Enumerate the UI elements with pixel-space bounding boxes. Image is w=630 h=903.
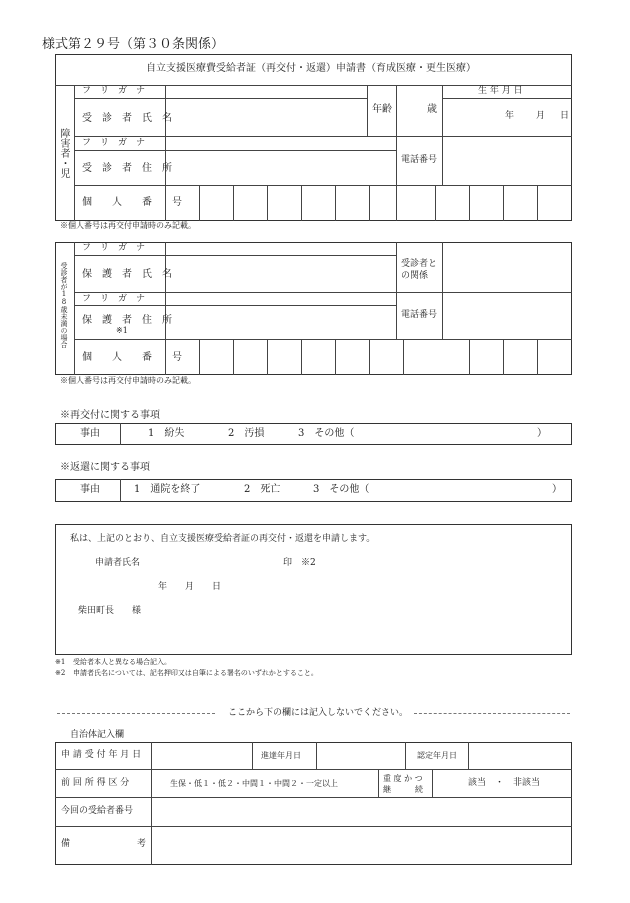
- guardian-phone-label: 電話番号: [401, 310, 438, 320]
- patient-address-label: 受 診 者 住 所: [82, 163, 172, 174]
- cut-line-text: ここから下の欄には記入しないでください。: [228, 708, 409, 718]
- return-reason-label: 事由: [80, 484, 100, 495]
- remarks-label-left: 備: [61, 839, 71, 849]
- addressee: 柴田町長 様: [78, 606, 142, 616]
- birthdate-header: 生 年 月 日: [478, 86, 523, 96]
- declaration-month: 月: [185, 582, 195, 592]
- reissue-other-close: ）: [537, 428, 547, 439]
- sent-date-label: 進達年月日: [261, 751, 301, 760]
- severe-label-2: 継 続: [383, 785, 423, 794]
- severe-options[interactable]: 該当 ・ 非該当: [468, 778, 541, 788]
- age-unit: 歳: [427, 104, 437, 115]
- guardian-address-mark: ※1: [116, 326, 128, 335]
- approved-date-label: 認定年月日: [417, 751, 457, 760]
- patient-mynumber-label: 個 人 番 号: [82, 197, 182, 208]
- footnote-2-mark: ※2: [55, 669, 66, 677]
- income-class-options[interactable]: 生保・低１・低２・中間１・中間２・一定以上: [170, 779, 338, 788]
- return-option-ended[interactable]: 1 通院を終了: [134, 484, 201, 495]
- return-heading: ※返還に関する事項: [60, 462, 150, 473]
- reissue-option-other[interactable]: 3 その他（: [298, 428, 355, 439]
- declaration-day: 日: [212, 582, 222, 592]
- birth-month: 月: [536, 111, 546, 121]
- guardian-side-label: 受診者が18歳未満の場合: [60, 262, 68, 348]
- guardian-address-label: 保 護 者 住 所: [82, 315, 172, 326]
- age-label: 年齢: [372, 104, 392, 115]
- patient-furigana-label: フ リ ガ ナ: [82, 86, 146, 96]
- return-other-close: ）: [552, 484, 562, 495]
- reissue-option-lost[interactable]: 1 紛失: [148, 428, 185, 439]
- patient-address-furigana-label: フ リ ガ ナ: [82, 138, 146, 148]
- guardian-address-furigana-label: フ リ ガ ナ: [82, 294, 146, 304]
- applicant-name-label: 申請者氏名: [95, 558, 141, 568]
- income-class-label: 前 回 所 得 区 分: [61, 778, 130, 788]
- form-number: 様式第２９号（第３０条関係）: [42, 37, 225, 52]
- declaration-text: 私は、上記のとおり、自立支援医療受給者証の再交付・返還を申請します。: [70, 534, 376, 544]
- return-option-death[interactable]: 2 死亡: [244, 484, 281, 495]
- guardian-furigana-label: フ リ ガ ナ: [82, 243, 146, 253]
- reissue-reason-label: 事由: [80, 428, 100, 439]
- office-table: [55, 742, 572, 865]
- reissue-option-damaged[interactable]: 2 汚損: [228, 428, 265, 439]
- birth-year: 年: [505, 111, 515, 121]
- patient-name-label: 受 診 者 氏 名: [82, 113, 172, 124]
- declaration-year: 年: [158, 582, 168, 592]
- form-title: 自立支援医療費受給者証（再交付・返還）申請書（育成医療・更生医療）: [146, 63, 476, 74]
- reissue-heading: ※再交付に関する事項: [60, 410, 160, 421]
- guardian-mynumber-label: 個 人 番 号: [82, 352, 182, 363]
- guardian-mynumber-note: ※個人番号は再交付申請時のみ記載。: [60, 376, 196, 385]
- current-recipient-number-label: 今回の受給者番号: [61, 806, 134, 816]
- guardian-name-label: 保 護 者 氏 名: [82, 269, 172, 280]
- footnote-1-mark: ※1: [55, 658, 66, 666]
- guardian-relation-label: 受診者との関係: [401, 259, 438, 281]
- patient-mynumber-note: ※個人番号は再交付申請時のみ記載。: [60, 221, 196, 230]
- patient-side-label: 障害者・児: [58, 128, 69, 178]
- return-option-other[interactable]: 3 その他（: [313, 484, 370, 495]
- remarks-label-right: 考: [137, 839, 147, 849]
- footnote-1: 受給者本人と異なる場合記入。: [73, 658, 171, 666]
- office-heading: 自治体記入欄: [70, 730, 125, 740]
- received-date-label: 申 請 受 付 年 月 日: [61, 750, 142, 760]
- footnote-2: 申請者氏名については、記名押印又は自筆による署名のいずれかとすること。: [73, 669, 318, 677]
- birth-day: 日: [560, 111, 570, 121]
- patient-phone-label: 電話番号: [401, 155, 438, 165]
- severe-label-1: 重 度 か つ: [383, 774, 423, 783]
- seal-label: 印 ※2: [283, 558, 316, 568]
